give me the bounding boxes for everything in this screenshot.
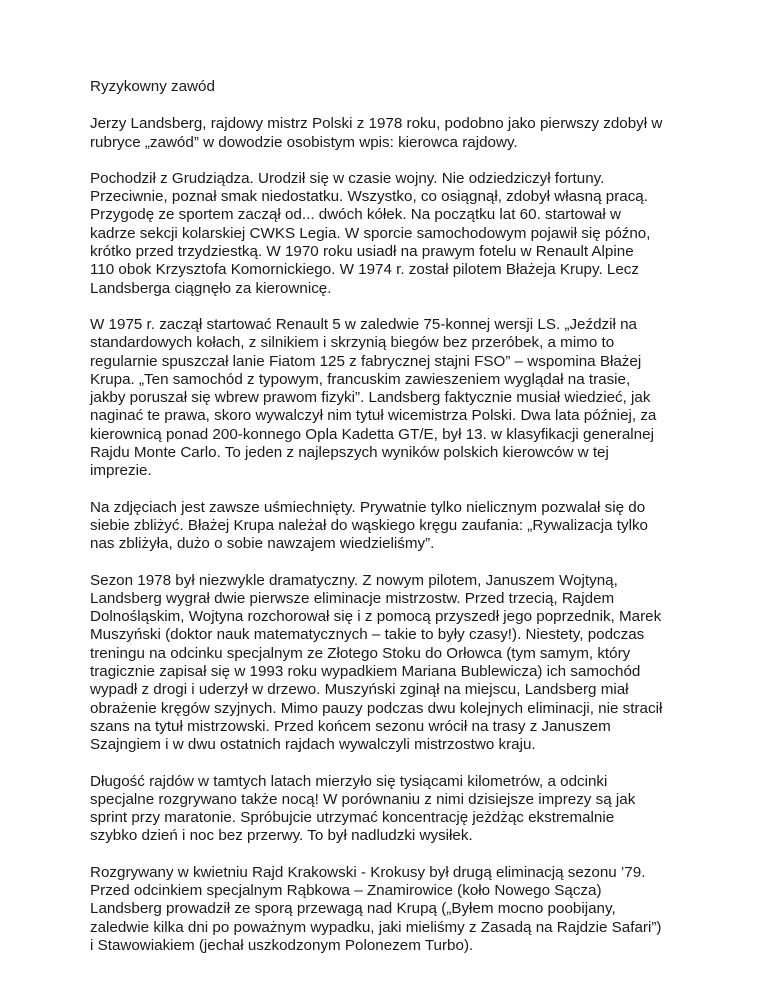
paragraph (90, 572, 730, 755)
text-line: Na zdjęciach jest zawsze uśmiechnięty. Prywatnie tylko nielicznym pozwalał się do (90, 498, 646, 516)
document-title: Ryzykowny zawód (90, 78, 215, 95)
text-line: Muszyński (doktor nauk matematycznych – takie to były czasy!). Niestety, podczas (90, 626, 645, 644)
text-line: Landsberg prowadził ze sporą przewagą nad Krupą („Byłem mocno poobijany, (90, 900, 616, 918)
text-line: krótko przed trzydziestką. W 1970 roku usiadł na prawym fotelu w Renault Alpine (90, 243, 634, 261)
text-line: Sezon 1978 był niezwykle dramatyczny. Z nowym pilotem, Januszem Wojtyną, (90, 571, 618, 589)
text-line: Krupa. „Ten samochód z typowym, francuskim zawieszeniem wyglądał na trasie, (90, 370, 631, 388)
text-line: Dolnośląskim, Wojtyna rozchorował się i z pomocą przyszedł jego poprzednik, Marek (90, 608, 662, 626)
text-line: Przeciwnie, poznał smak niedostatku. Wszystko, co osiągnął, zdobył własną pracą. (90, 188, 648, 206)
text-line: Szajngiem i w dwu ostatnich rajdach wywalczyli mistrzostwo kraju. (90, 736, 536, 754)
text-line: jakby poruszał się wbrew prawom fizyki”. Landsberg faktycznie musiał wiedzieć, jak (90, 389, 651, 407)
document-body (90, 115, 730, 955)
text-line: imprezie. (90, 462, 152, 480)
text-line: Przygodę ze sportem zaczął od... dwóch kółek. Na początku lat 60. startował w (90, 206, 621, 224)
paragraph (90, 773, 730, 846)
text-line: i Stawowiakiem (jechał uszkodzonym Polonezem Turbo). (90, 936, 474, 954)
text-line: Landsberga ciągnęło za kierownicę. (90, 279, 332, 297)
text-line: Rozgrywany w kwietniu Rajd Krakowski - Krokusy był drugą eliminacją sezonu ’79. (90, 863, 646, 881)
text-line: Pochodził z Grudziądza. Urodził się w czasie wojny. Nie odziedziczył fortuny. (90, 169, 605, 187)
text-line: obrażenie kręgów szyjnych. Mimo pauzy podczas dwu kolejnych eliminacji, nie stracił (90, 699, 663, 717)
text-line: szybko dzień i noc bez przerwy. To był nadludzki wysiłek. (90, 827, 473, 845)
paragraph (90, 499, 730, 554)
paragraph (90, 316, 730, 481)
text-line: siebie zbliżyć. Błażej Krupa należał do wąskiego kręgu zaufania: „Rywalizacja tylko (90, 516, 648, 534)
text-line: tragicznie zapisał się w 1993 roku wypadkiem Mariana Bublewicza) ich samochód (90, 663, 641, 681)
text-line: naginać te prawa, skoro wywalczył nim tytuł wicemistrza Polski. Dwa lata później, za (90, 407, 657, 425)
text-line: W 1975 r. zaczął startować Renault 5 w zaledwie 75-konnej wersji LS. „Jeździł na (90, 315, 638, 333)
text-line: Jerzy Landsberg, rajdowy mistrz Polski z 1978 roku, podobno jako pierwszy zdobył w (90, 115, 663, 133)
text-line: 110 obok Krzysztofa Komornickiego. W 1974 r. został pilotem Błażeja Krupy. Lecz (90, 261, 639, 279)
text-line: Przed odcinkiem specjalnym Rąbkowa – Znamirowice (koło Nowego Sącza) (90, 881, 602, 899)
document-page (90, 78, 730, 973)
text-line: sprint przy maratonie. Spróbujcie utrzymać koncentrację jeżdżąc ekstremalnie (90, 809, 615, 827)
text-line: standardowych kołach, z silnikiem i skrzynią biegów bez przeróbek, a mimo to (90, 334, 615, 352)
text-line: zaledwie kilka dni po poważnym wypadku, jaki mieliśmy z Zasadą na Rajdzie Safari”) (90, 918, 662, 936)
paragraph (90, 115, 730, 152)
text-line: Rajdu Monte Carlo. To jeden z najlepszych wyników polskich kierowców w tej (90, 444, 609, 462)
text-line: Długość rajdów w tamtych latach mierzyło się tysiącami kilometrów, a odcinki (90, 772, 608, 790)
text-line: treningu na odcinku specjalnym ze Złotego Stoku do Orłowca (tym samym, który (90, 644, 631, 662)
paragraph (90, 170, 730, 298)
text-line: regularnie spuszczał lanie Fiatom 125 z fabrycznej stajni FSO” – wspomina Błażej (90, 352, 642, 370)
text-line: rubryce „zawód” w dowodzie osobistym wpis: kierowca rajdowy. (90, 133, 518, 151)
text-line: specjalne rozgrywano także nocą! W porównaniu z nimi dzisiejsze imprezy są jak (90, 790, 636, 808)
paragraph (90, 864, 730, 955)
text-line: szans na tytuł mistrzowski. Przed końcem sezonu wrócił na trasy z Januszem (90, 717, 611, 735)
text-line: nas zbliżyła, dużo o sobie nawzajem wiedzieliśmy”. (90, 535, 435, 553)
text-line: wypadł z drogi i uderzył w drzewo. Muszyński zginął na miejscu, Landsberg miał (90, 681, 629, 699)
text-line: kadrze sekcji kolarskiej CWKS Legia. W sporcie samochodowym pojawił się późno, (90, 224, 651, 242)
text-line: Landsberg wygrał dwie pierwsze eliminacje mistrzostw. Przed trzecią, Rajdem (90, 589, 615, 607)
text-line: kierownicą ponad 200-konnego Opla Kadetta GT/E, był 13. w klasyfikacji generalnej (90, 425, 654, 443)
